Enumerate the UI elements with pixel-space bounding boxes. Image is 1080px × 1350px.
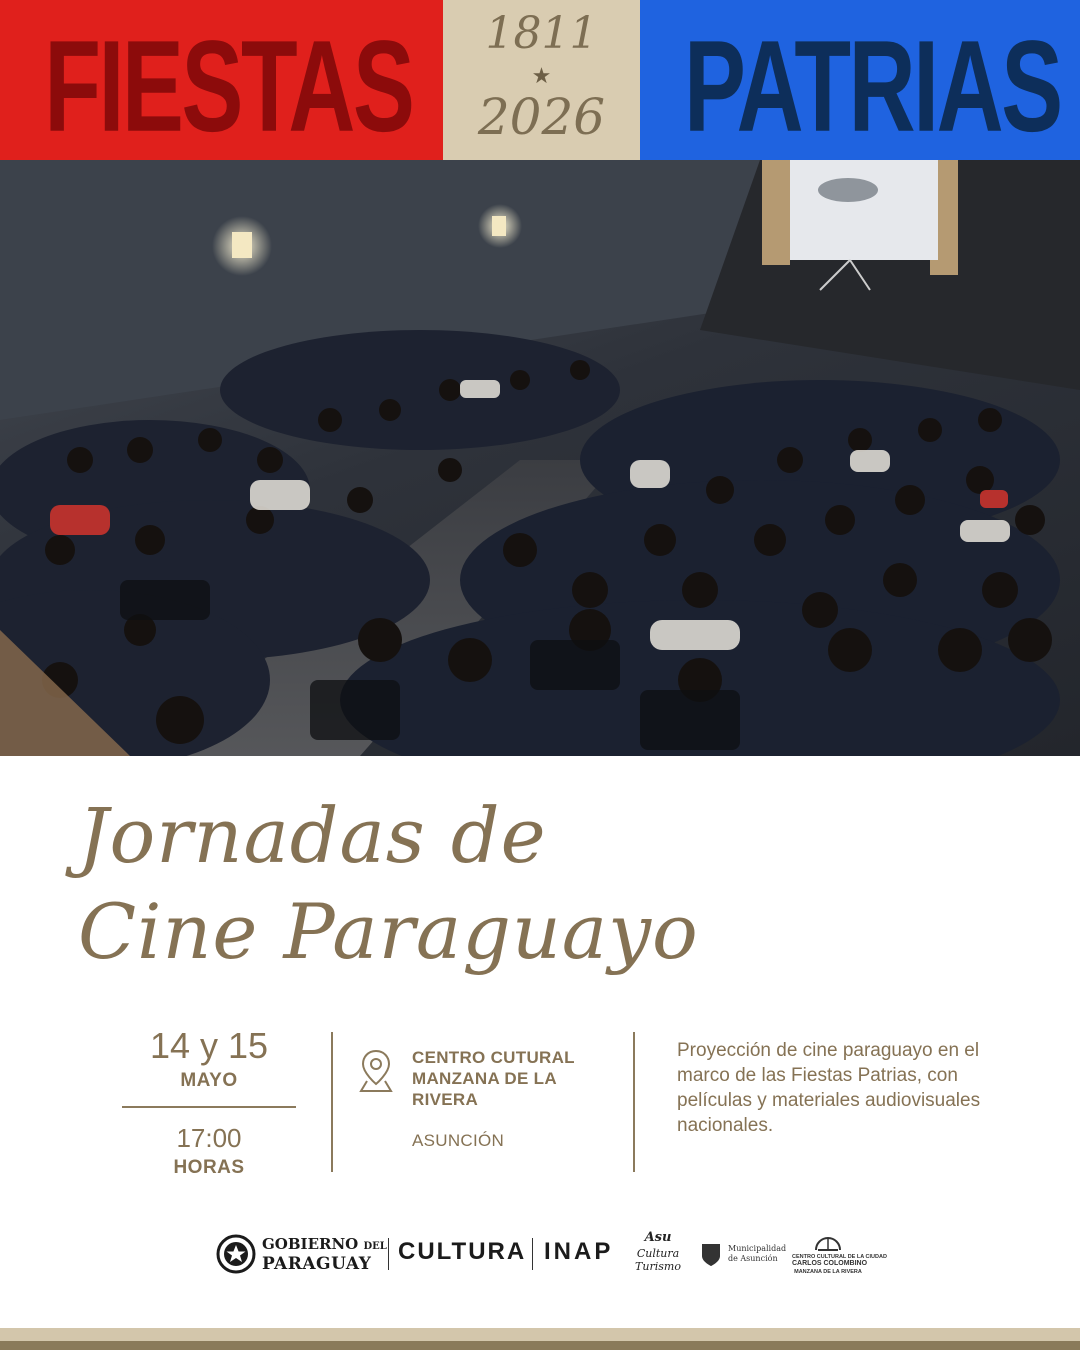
asu-cultura-turismo-logo xyxy=(626,1226,690,1282)
event-title-line-1: Jornadas de xyxy=(78,791,547,880)
header-banner xyxy=(0,0,1080,160)
venue-city: ASUNCIÓN xyxy=(412,1131,505,1150)
info-divider-2 xyxy=(633,1032,635,1172)
star-icon: ★ xyxy=(531,64,552,89)
venue-block xyxy=(412,1047,612,1152)
inap-logo: INAP xyxy=(544,1238,614,1265)
year-start: 1811 xyxy=(485,8,598,59)
gobierno-text: GOBIERNO xyxy=(262,1235,359,1253)
manzana-rivera-text: MANZANA DE LA RIVERA xyxy=(794,1269,862,1275)
logo-separator xyxy=(388,1238,389,1270)
event-title xyxy=(78,788,878,980)
asuncion-text: de Asunción xyxy=(728,1254,778,1263)
footer-stripe-dark xyxy=(0,1341,1080,1350)
photo-illustration xyxy=(0,160,1080,756)
paraguay-text: PARAGUAY xyxy=(262,1254,372,1274)
banner-red-panel xyxy=(0,0,443,160)
centro-cultural-logo xyxy=(792,1232,887,1278)
shield-icon xyxy=(700,1242,722,1268)
info-divider-1 xyxy=(331,1032,333,1172)
asu-cultura-text: Cultura xyxy=(636,1247,680,1260)
banner-year-panel xyxy=(443,0,640,160)
footer-stripe-light xyxy=(0,1328,1080,1341)
schedule-divider xyxy=(122,1106,296,1108)
national-emblem-icon xyxy=(216,1234,256,1274)
asu-turismo-text: Turismo xyxy=(635,1260,681,1273)
cultura-logo: CULTURA xyxy=(398,1238,527,1265)
event-time: 17:00 xyxy=(176,1123,242,1153)
centro-cultural-text: CENTRO CULTURAL DE LA CIUDAD xyxy=(792,1254,887,1260)
event-description: Proyección de cine paraguayo en el marco de las Fiestas Patrias, con películas y materiales audiovisuales nacionales. xyxy=(677,1040,981,1136)
municipalidad-text: Municipalidad xyxy=(728,1244,787,1253)
location-pin-icon xyxy=(358,1048,394,1094)
venue-name: CENTRO CUTURAL MANZANA DE LA RIVERA xyxy=(412,1048,575,1109)
event-time-unit: HORAS xyxy=(173,1157,245,1178)
event-days: 14 y 15 xyxy=(149,1025,269,1066)
banner-blue-panel xyxy=(640,0,1080,160)
schedule-block xyxy=(122,1024,296,1182)
cinema-audience-photo xyxy=(0,160,1080,756)
gobierno-del-text: DEL xyxy=(363,1241,387,1252)
carlos-colombino-text: CARLOS COLOMBINO xyxy=(792,1260,868,1267)
banner-word-patrias: PATRIAS xyxy=(684,13,1061,159)
year-end: 2026 xyxy=(477,88,606,146)
event-title-line-2: Cine Paraguayo xyxy=(78,887,699,976)
asu-text: Asu xyxy=(644,1230,672,1245)
banner-word-fiestas: FIESTAS xyxy=(44,13,413,159)
sponsor-logos xyxy=(216,1226,887,1284)
event-month: MAYO xyxy=(180,1070,238,1091)
building-icon xyxy=(814,1232,842,1252)
logo-separator xyxy=(532,1238,533,1270)
